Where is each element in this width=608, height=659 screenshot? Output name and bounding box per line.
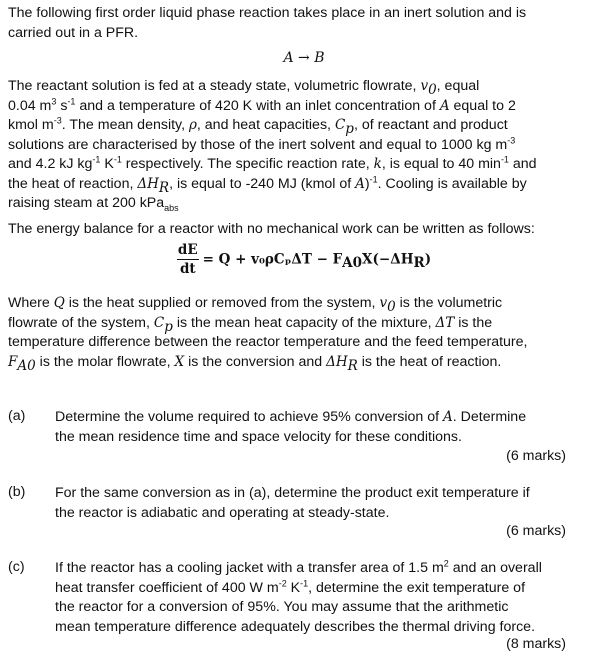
question-label: (a) [8,408,26,424]
reactant-description-paragraph: The reactant solution is fed at a steady state, volumetric flowrate, $v_0$, equal 0.04 $m^3$ $s^{-1}$ and a temperature of 420 K with an inlet concentration of A equal to 2 kmol $m^{-3}$. The mean density, ρ, and heat capacities, $C_p$, of reactant and product solutions are characterised by those of the inert solvent and equal to 1000 kg $m^{-3}$ and 4.2 kJ $kg^{-1}$ $K^{-1}$ respectively. The specific reaction rate, k, is equal to 40 $\min^{-1}$ and the heat of reaction, $\Delta H_R$, is equal to -240 MJ (kmol of A)$^{-1}$. Cooling is available by raising steam at 200 kPa$_{abs}$ [8,78,537,213]
question-text: For the same conversion as in (a), determine the product exit temperature if the reactor is adiabatic and operating at steady-state. [55,485,530,521]
intro-paragraph [8,4,600,43]
derivative-fraction: $\frac{dE}{dt}$ [177,242,198,277]
intro-line-2: carried out in a PFR. [8,24,139,41]
question-label: (c) [8,559,25,575]
energy-balance-equation: $\frac{dE}{dt}$ = $Q + v_0\rho C_p\Delta T - F_{A0}X(-\Delta H_R)$ [177,242,432,277]
marks-label: (8 marks) [506,636,566,652]
intro-line-1: The following first order liquid phase reaction takes place in an inert solution and is [8,5,527,21]
marks-label: (6 marks) [506,448,566,464]
reaction-equation: A → B [283,50,325,66]
variable-definitions-paragraph: Where Q is the heat supplied or removed from the system, $v_0$ is the volumetric flowrate of the system, $C_p$ is the mean heat capacity of the mixture, ΔT is the temperature difference between the reactor temperature and the feed temperature, $F_{A0}$ is the molar flowrate, X is the conversion and $\Delta H_R$ is the heat of reaction. [8,295,528,374]
question-text: Determine the volume required to achieve 95% conversion of A. Determine the mean residence time and space velocity for these conditions. [55,409,527,445]
question-label: (b) [8,484,26,500]
energy-balance-intro: The energy balance for a reactor with no mechanical work can be written as follows: [8,221,535,237]
marks-label: (6 marks) [506,523,566,539]
question-text: If the reactor has a cooling jacket with a transfer area of 1.5 $m^2$ and an overall heat transfer coefficient of 400 W $m^{-2}$ $K^{-1}$, determine the exit temperature of the reactor for a conversion of 95%. You may assume that the arithmetic mean temperature difference adequately describes the thermal driving force. [55,558,542,635]
